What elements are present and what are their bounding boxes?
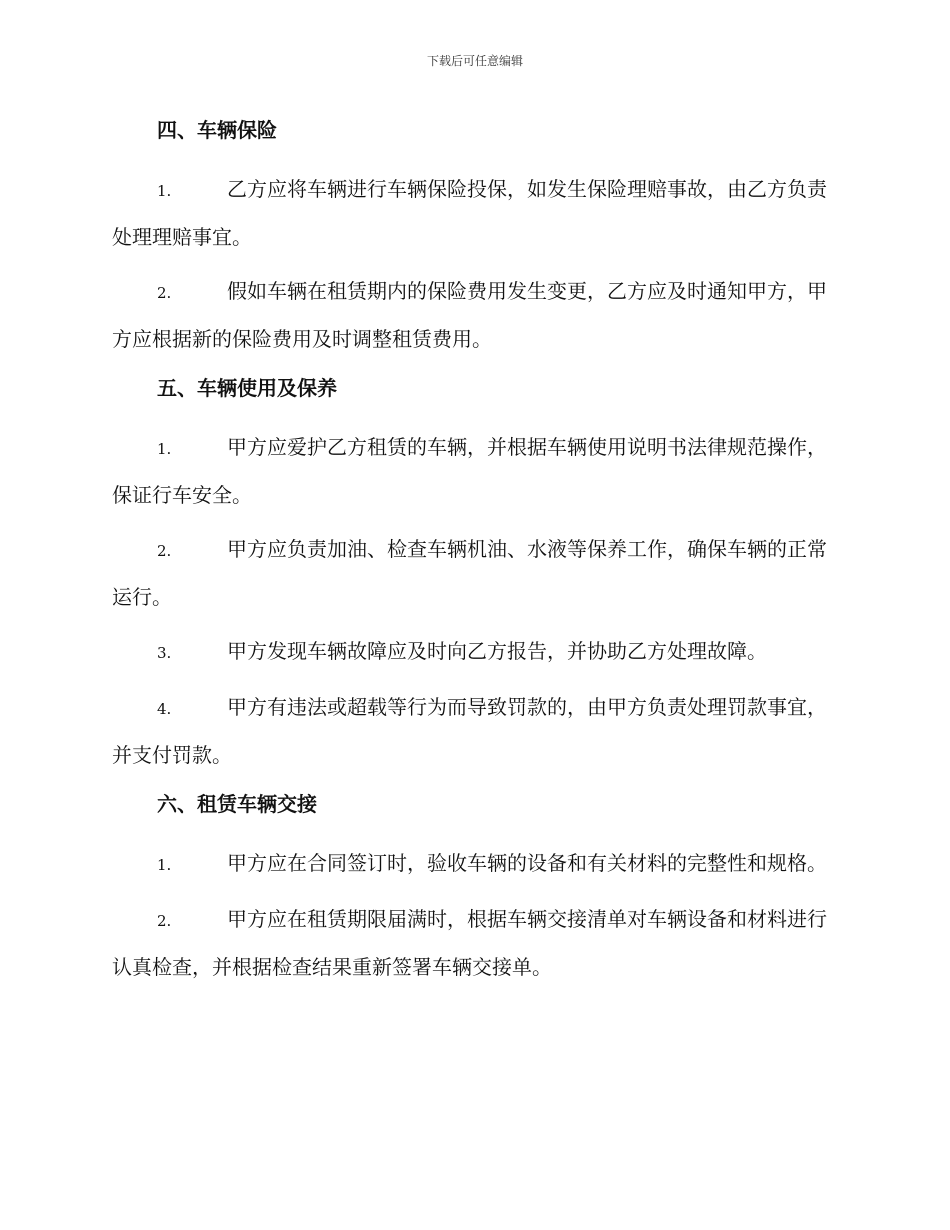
list-item	[112, 526, 836, 620]
item-number: 2.	[157, 912, 172, 930]
list-item	[112, 840, 836, 888]
item-text: 甲方有违法或超载等行为而导致罚款的，由甲方负责处理罚款事宜，并支付罚款。	[112, 695, 827, 767]
section-title-usage-maintenance: 五、车辆使用及保养	[157, 376, 337, 400]
list-item	[112, 628, 836, 676]
item-text: 甲方应负责加油、检查车辆机油、水液等保养工作，确保车辆的正常运行。	[112, 537, 827, 609]
item-text: 甲方应在租赁期限届满时，根据车辆交接清单对车辆设备和材料进行认真检查，并根据检查结果重新签署车辆交接单。	[112, 907, 827, 979]
section-title-insurance: 四、车辆保险	[157, 118, 277, 142]
item-text: 甲方发现车辆故障应及时向乙方报告，并协助乙方处理故障。	[227, 639, 767, 663]
item-text: 甲方应爱护乙方租赁的车辆，并根据车辆使用说明书法律规范操作，保证行车安全。	[112, 435, 827, 507]
item-number: 2.	[157, 284, 172, 302]
document-body	[112, 112, 836, 998]
item-number: 2.	[157, 542, 172, 560]
item-text: 甲方应在合同签订时，验收车辆的设备和有关材料的完整性和规格。	[227, 851, 827, 875]
list-item	[112, 896, 836, 990]
item-text: 乙方应将车辆进行车辆保险投保，如发生保险理赔事故，由乙方负责处理理赔事宜。	[112, 177, 827, 249]
item-number: 1.	[157, 182, 172, 200]
list-item	[112, 166, 836, 260]
section-title-handover: 六、租赁车辆交接	[157, 792, 317, 816]
item-text: 假如车辆在租赁期内的保险费用发生变更，乙方应及时通知甲方，甲方应根据新的保险费用及时调整租赁费用。	[112, 279, 827, 351]
list-item	[112, 268, 836, 362]
item-number: 1.	[157, 440, 172, 458]
item-number: 1.	[157, 856, 172, 874]
list-item	[112, 684, 836, 778]
page-header-note: 下载后可任意编辑	[426, 54, 523, 68]
item-number: 3.	[157, 644, 172, 662]
item-number: 4.	[157, 700, 172, 718]
list-item	[112, 424, 836, 518]
